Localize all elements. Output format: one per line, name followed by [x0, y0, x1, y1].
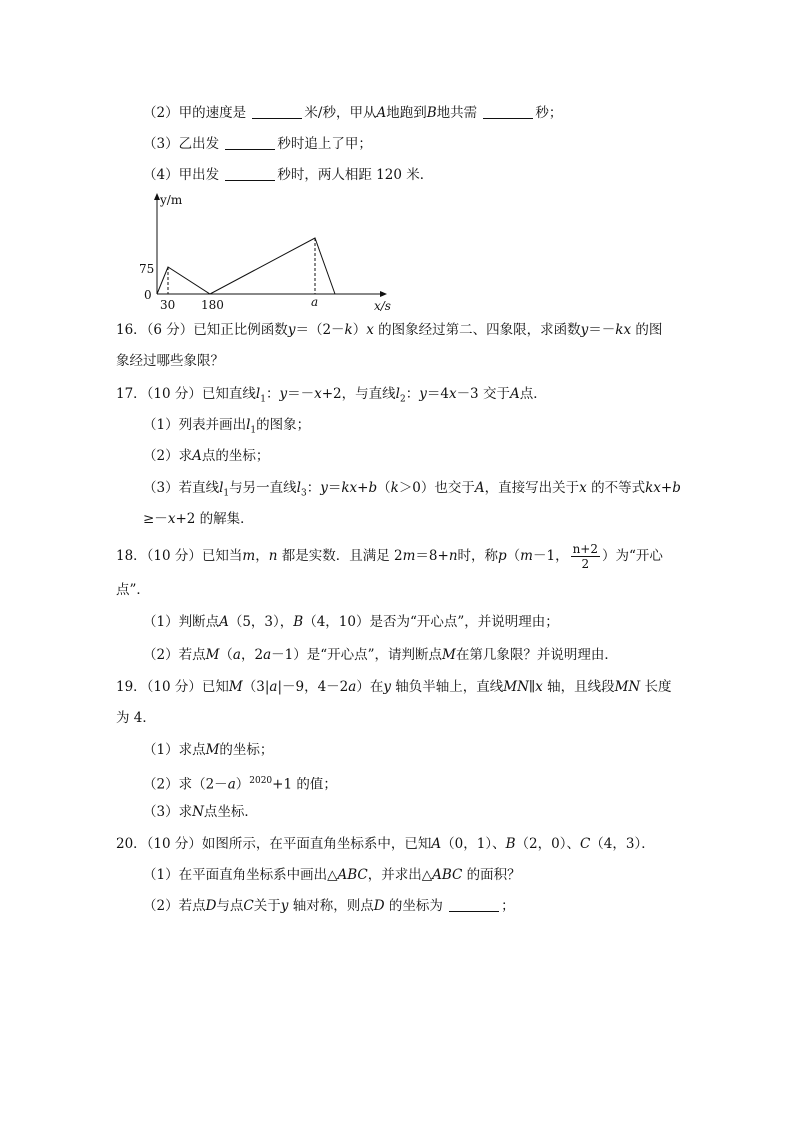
var: A — [376, 105, 387, 121]
x-axis-arrow — [380, 291, 387, 297]
text: 点． — [519, 386, 547, 402]
var: m — [242, 548, 256, 564]
text: ＝－ — [588, 322, 616, 338]
question-20-part2 — [143, 897, 515, 915]
text: ； — [501, 898, 515, 914]
text: ＞0）也交于 — [398, 480, 475, 496]
question-17-part3-line2 — [143, 510, 254, 528]
var: n — [268, 548, 278, 564]
text: 轴对称，则点 — [288, 898, 374, 914]
text: （2）甲的速度是 — [143, 105, 251, 121]
var: x — [314, 386, 322, 402]
text: 米/秒，甲从 — [304, 105, 377, 121]
var: x — [167, 511, 176, 527]
var: B — [505, 836, 516, 852]
var: y — [279, 386, 288, 402]
text: －3 交于 — [456, 386, 510, 402]
var: y — [580, 322, 589, 338]
var: MN — [614, 679, 641, 695]
text: （4，3）． — [590, 836, 655, 852]
text: （2，0）、 — [515, 836, 580, 852]
text: 的图 — [631, 322, 663, 338]
subscript: 1 — [250, 425, 257, 436]
text: ）在 — [356, 679, 384, 695]
var: M — [205, 647, 220, 663]
text: ） — [352, 322, 367, 338]
distance-polyline — [157, 238, 335, 294]
text: （2）若点 — [143, 898, 206, 914]
question-18-part2 — [143, 646, 618, 664]
text: ＝8+ — [415, 548, 449, 564]
text: ＝－ — [287, 386, 315, 402]
text: +2 的解集． — [175, 511, 254, 527]
text: 在第几象限？并说明理由． — [455, 647, 618, 663]
var: l — [255, 386, 261, 402]
y-axis-label: y/m — [160, 193, 183, 207]
question-16 — [116, 321, 662, 339]
text: （2）若点 — [143, 647, 206, 663]
var: y — [280, 898, 289, 914]
text: 为 4． — [116, 710, 156, 726]
var: b — [368, 480, 378, 496]
distance-time-graph — [130, 188, 400, 313]
text: 地跑到 — [386, 105, 427, 121]
text: 时，称 — [457, 548, 499, 564]
text: 关于 — [253, 898, 281, 914]
var: a — [232, 647, 241, 663]
answer-blank[interactable] — [225, 166, 275, 181]
text: 的图象； — [256, 417, 311, 433]
text: ＝（2－ — [295, 322, 345, 338]
text: （1）判断点 — [143, 614, 220, 630]
text: 都是实数．且满足 2 — [277, 548, 403, 564]
var: x — [535, 679, 543, 695]
var: x — [448, 386, 457, 402]
x-tick-label: 180 — [201, 298, 224, 312]
text: ： — [265, 386, 280, 402]
var: A — [192, 448, 202, 464]
text: 点坐标． — [203, 804, 258, 820]
var: B — [426, 105, 437, 121]
question-19 — [116, 678, 672, 696]
question-19-line2 — [116, 709, 156, 727]
question-20-part1 — [143, 866, 521, 884]
text: －1， — [532, 548, 569, 564]
text: （0，1）、 — [441, 836, 506, 852]
text: 象经过哪些象限？ — [116, 353, 224, 369]
question-19-part3 — [143, 803, 258, 821]
text: （2）求 — [143, 448, 193, 464]
answer-blank[interactable] — [483, 104, 533, 119]
var: C — [243, 898, 254, 914]
superscript: 2020 — [249, 776, 273, 786]
text: 16．（6 分）已知正比例函数 — [116, 322, 288, 338]
text: （3）乙出发 — [143, 136, 224, 152]
var: l — [219, 480, 224, 496]
var: M — [442, 647, 456, 663]
var: a — [348, 679, 357, 695]
var: D — [205, 898, 217, 914]
text: （1）在平面直角坐标系中画出△ — [143, 867, 338, 883]
text: ，2 — [240, 647, 264, 663]
text: （5，3）， — [228, 614, 294, 630]
text: |－9，4－2 — [277, 679, 349, 695]
text: （ — [219, 647, 233, 663]
subscript: 3 — [300, 488, 307, 499]
text: + — [660, 480, 673, 496]
answer-blank[interactable] — [449, 897, 499, 912]
q15-part3 — [143, 135, 372, 153]
text: +1 的值； — [272, 776, 337, 793]
text: （4，10）是否为“开心点”，并说明理由； — [303, 614, 559, 630]
text: （3| — [242, 679, 270, 695]
question-20 — [116, 835, 655, 853]
text: －1）是“开心点”，请判断点 — [271, 647, 443, 663]
x-tick-label: a — [311, 295, 319, 309]
var: B — [293, 614, 304, 630]
question-18-part1 — [143, 613, 559, 631]
text: 的不等式 — [586, 480, 646, 496]
text: （2）求（2－ — [143, 776, 228, 793]
var: a — [263, 647, 272, 663]
text: 与点 — [216, 898, 244, 914]
var: b — [672, 480, 681, 496]
question-18-line2 — [116, 581, 150, 599]
var: N — [192, 804, 204, 820]
subscript: 2 — [399, 394, 406, 405]
text: 轴，且线段 — [542, 679, 615, 695]
var: x — [579, 480, 587, 496]
var: k — [390, 480, 399, 496]
var: y — [320, 480, 328, 496]
var: kx — [341, 480, 358, 496]
var: m — [520, 548, 533, 564]
text: （1）列表并画出 — [143, 417, 247, 433]
text: 点的坐标； — [201, 448, 270, 464]
var: x — [366, 322, 374, 338]
text: +2，与直线 — [321, 386, 396, 402]
text: （ — [506, 548, 521, 564]
text: + — [357, 480, 369, 496]
text: ＝ — [327, 480, 342, 496]
var: MN — [503, 679, 529, 695]
text: 的面积？ — [462, 867, 521, 883]
origin-label: 0 — [144, 288, 152, 302]
text: （3）求 — [143, 804, 193, 820]
text: （1）求点 — [143, 742, 206, 758]
subscript: 1 — [223, 488, 230, 499]
text: 长度 — [640, 679, 672, 695]
question-18 — [116, 542, 663, 570]
x-tick-label: 30 — [160, 298, 176, 312]
text: 地共需 — [436, 105, 482, 121]
text: 的图象经过第二、四象限，求函数 — [373, 322, 581, 338]
var: l — [246, 417, 251, 433]
q15-part4 — [143, 166, 433, 184]
var: kx — [615, 322, 632, 338]
var: M — [228, 679, 243, 695]
question-16-line2 — [116, 352, 224, 370]
text: ）为“开心 — [602, 548, 663, 564]
fraction-numerator: n+2 — [572, 542, 598, 556]
var: m — [402, 548, 416, 564]
question-19-part2 — [143, 772, 337, 794]
text: 秒时追上了甲； — [277, 136, 372, 152]
text: ： — [306, 480, 321, 496]
var: l — [395, 386, 400, 402]
var: a — [227, 776, 236, 793]
var: l — [296, 480, 301, 496]
var: A — [219, 614, 229, 630]
var: M — [205, 742, 220, 758]
var: ABC — [432, 867, 463, 883]
fraction-denominator: 2 — [581, 557, 590, 571]
text: ∥ — [528, 679, 536, 695]
var: kx — [645, 480, 661, 496]
var: A — [474, 480, 485, 496]
question-17-part1 — [143, 416, 310, 440]
text: 19．（10 分）已知 — [116, 679, 229, 695]
text: ，并求出△ — [367, 867, 433, 883]
var: n — [448, 548, 458, 564]
x-axis-label: x/s — [374, 299, 391, 313]
question-17-part2 — [143, 447, 269, 465]
var: A — [509, 386, 520, 402]
var: y — [383, 679, 391, 695]
question-17-part3 — [143, 479, 681, 503]
var: y — [287, 322, 296, 338]
var: D — [373, 898, 385, 914]
fraction — [571, 542, 600, 571]
var: ABC — [337, 867, 368, 883]
text: ： — [405, 386, 420, 402]
text: ） — [235, 776, 250, 793]
answer-blank[interactable] — [225, 135, 275, 150]
var: a — [269, 679, 278, 695]
text: 轴负半轴上，直线 — [390, 679, 504, 695]
q15-part2 — [143, 104, 562, 122]
text: ， — [255, 548, 269, 564]
text: 点”． — [116, 582, 150, 598]
text: 与另一直线 — [229, 480, 297, 496]
text: 的坐标； — [219, 742, 274, 758]
text: 20．（10 分）如图所示，在平面直角坐标系中，已知 — [116, 836, 432, 852]
text: ，直接写出关于 — [484, 480, 580, 496]
text: ≥－ — [143, 511, 168, 527]
text: 17．（10 分）已知直线 — [116, 386, 256, 402]
text: （3）若直线 — [143, 480, 220, 496]
var: y — [419, 386, 427, 402]
y-tick-label: 75 — [139, 262, 155, 276]
text: 秒时，两人相距 120 米． — [277, 167, 434, 183]
answer-blank[interactable] — [252, 104, 302, 119]
text: 的坐标为 — [384, 898, 448, 914]
var: k — [344, 322, 353, 338]
question-17 — [116, 385, 547, 409]
var: A — [431, 836, 442, 852]
text: 18．（10 分）已知当 — [116, 548, 243, 564]
text: （ — [377, 480, 391, 496]
text: 秒； — [535, 105, 563, 121]
text: （4）甲出发 — [143, 167, 224, 183]
subscript: 1 — [260, 394, 266, 405]
var: p — [498, 548, 507, 564]
text: ＝4 — [426, 386, 449, 402]
question-19-part1 — [143, 741, 273, 759]
var: C — [579, 836, 591, 852]
